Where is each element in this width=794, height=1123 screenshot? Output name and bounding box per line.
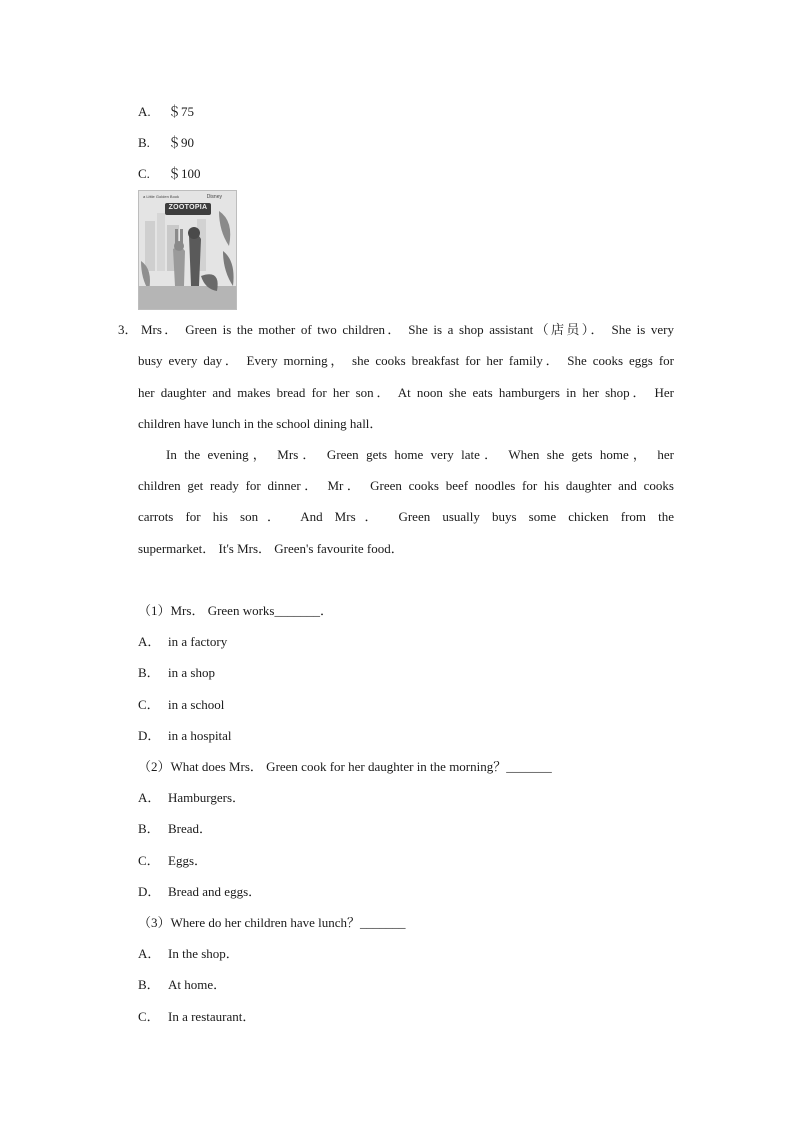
sub-question-2-option-b (138, 821, 212, 837)
sub-question-2-stem: （2）What does Mrs． Green cook for her daughter in the morning？_______ (138, 759, 552, 774)
passage-p2-line-2: children get ready for dinner． Mr． Green cooks beef noodles for his daughter and cooks (138, 478, 674, 493)
passage-p1-line-2: busy every day． Every morning， she cooks breakfast for her family． She cooks eggs for (138, 353, 674, 368)
option-key: C． (138, 853, 160, 868)
option-text: ＄100 (168, 166, 201, 181)
sub-question-1-option-d (138, 728, 232, 744)
sub-question-2-option-d (138, 884, 261, 900)
option-text: Eggs． (168, 853, 208, 868)
cover-publisher: a Little Golden Book (143, 194, 180, 199)
sub-question-1-option-a (138, 634, 227, 650)
passage-p1-line-4: children have lunch in the school dining hall． (138, 416, 383, 431)
option-key: A． (138, 790, 161, 805)
passage-p1-line-3: her daughter and makes bread for her son． At noon she eats hamburgers in her shop． Her (138, 385, 674, 400)
sub-question-3-option-a (138, 946, 239, 962)
option-key: C． (138, 1009, 160, 1024)
option-key: C． (138, 697, 160, 712)
option-key: D． (138, 884, 161, 899)
zootopia-book-cover-image (138, 190, 237, 310)
sub-question-1-stem: （1）Mrs． Green works_______． (138, 603, 333, 618)
passage-p1-line-1: Mrs． Green is the mother of two children． She is a shop assistant（店员）． She is very (141, 322, 674, 337)
option-key: A. (138, 104, 151, 119)
option-a (138, 104, 194, 120)
option-text: in a factory (168, 634, 228, 649)
option-key: B． (138, 665, 160, 680)
option-text: Bread and eggs． (168, 884, 262, 899)
option-key: D． (138, 728, 161, 743)
option-text: ＄75 (168, 104, 195, 119)
option-key: B． (138, 977, 160, 992)
passage-p2-line-3: carrots for his son． And Mrs． Green usually buys some chicken from the (138, 509, 674, 524)
option-c (138, 166, 201, 182)
option-text: In a restaurant． (168, 1009, 256, 1024)
sub-question-3-option-c (138, 1009, 255, 1025)
sub-question-1-option-b (138, 665, 215, 681)
option-text: At home． (168, 977, 227, 992)
sub-question-3-stem: （3）Where do her children have lunch？_______ (138, 915, 406, 930)
option-text: Hamburgers． (168, 790, 246, 805)
option-key: B． (138, 821, 160, 836)
question-number: 3． (118, 322, 138, 337)
sub-question-2-option-c (138, 853, 207, 869)
option-key: C. (138, 166, 150, 181)
sub-question-2-option-a (138, 790, 245, 806)
cover-brand: Disney (206, 194, 222, 200)
option-text: ＄90 (168, 135, 195, 150)
sub-question-3-option-b (138, 977, 226, 993)
option-text: In the shop． (168, 946, 239, 961)
option-text: in a hospital (168, 728, 232, 743)
cover-title: ZOOTOPIA (168, 204, 208, 211)
sub-question-1-option-c (138, 697, 224, 713)
option-text: in a school (168, 697, 225, 712)
option-key: B. (138, 135, 150, 150)
passage-p2-line-4: supermarket． It's Mrs． Green's favourite food． (138, 541, 404, 556)
option-key: A． (138, 634, 161, 649)
option-b (138, 135, 194, 151)
option-key: A． (138, 946, 161, 961)
passage-p2-line-1: In the evening， Mrs． Green gets home very late． When she gets home， her (166, 447, 674, 462)
option-text: in a shop (168, 665, 215, 680)
option-text: Bread． (168, 821, 213, 836)
